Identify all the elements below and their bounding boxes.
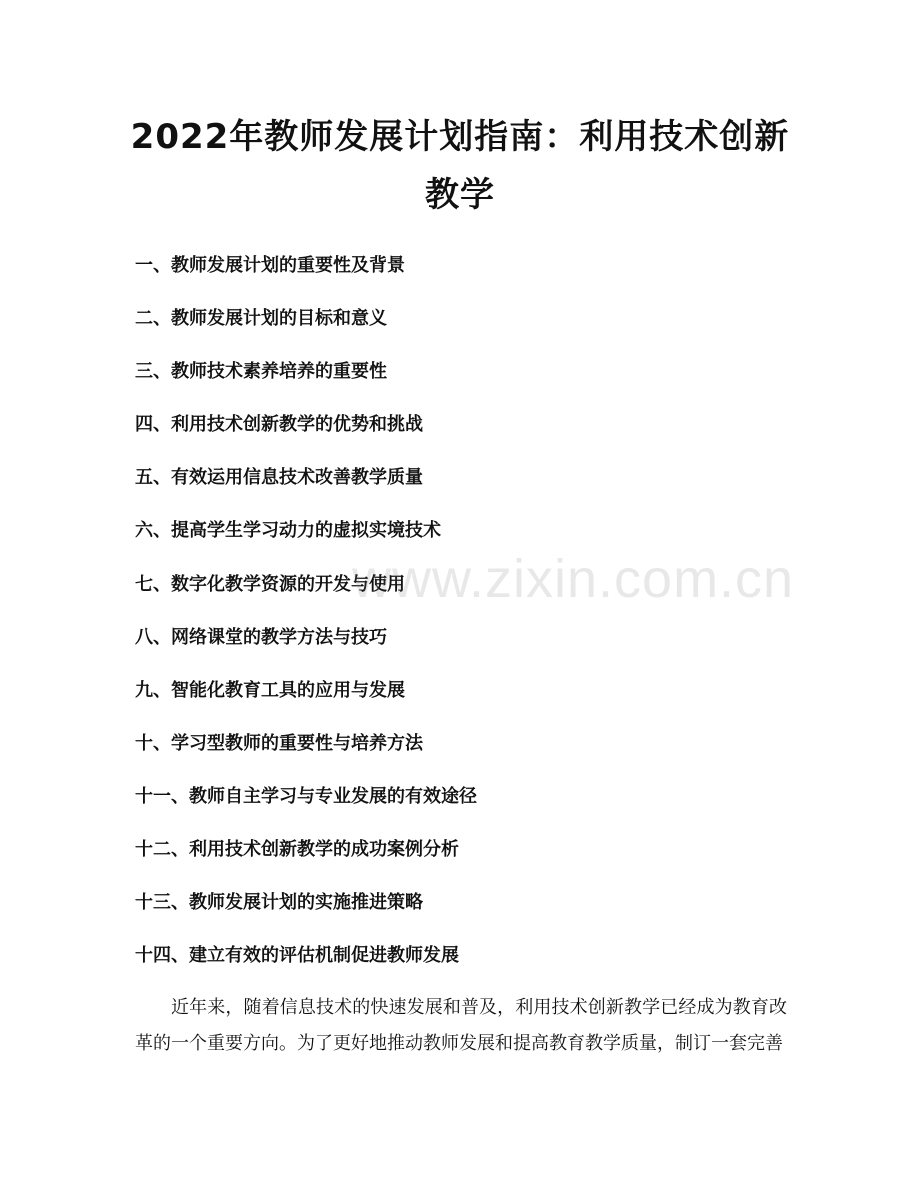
toc-item: 十一、教师自主学习与专业发展的有效途径 <box>135 785 477 807</box>
toc-item: 二、教师发展计划的目标和意义 <box>135 308 387 330</box>
watermark: www.zixin.com.cn <box>352 549 795 609</box>
toc-item: 七、数字化教学资源的开发与使用 <box>135 573 405 595</box>
intro-paragraph: 近年来，随着信息技术的快速发展和普及，利用技术创新教学已经成为教育改革的一个重要方向。为了更好地推动教师发展和提高教育教学质量，制订一套完善 <box>135 997 787 1054</box>
toc-item: 九、智能化教育工具的应用与发展 <box>135 679 405 701</box>
toc-item: 十、学习型教师的重要性与培养方法 <box>135 732 423 754</box>
toc-item: 一、教师发展计划的重要性及背景 <box>135 255 405 276</box>
document-title: 2022年教师发展计划指南：利用技术创新教学 <box>130 117 790 215</box>
table-of-contents <box>135 252 477 995</box>
toc-item: 五、有效运用信息技术改善教学质量 <box>135 467 423 489</box>
toc-item: 六、提高学生学习动力的虚拟实境技术 <box>135 520 441 542</box>
toc-item: 十三、教师发展计划的实施推进策略 <box>135 892 423 914</box>
toc-item: 十四、建立有效的评估机制促进教师发展 <box>135 945 459 967</box>
toc-item: 八、网络课堂的教学方法与技巧 <box>135 626 387 648</box>
toc-item: 十二、利用技术创新教学的成功案例分析 <box>135 839 459 861</box>
toc-item: 四、利用技术创新教学的优势和挑战 <box>135 414 423 436</box>
toc-item: 三、教师技术素养培养的重要性 <box>135 361 387 383</box>
